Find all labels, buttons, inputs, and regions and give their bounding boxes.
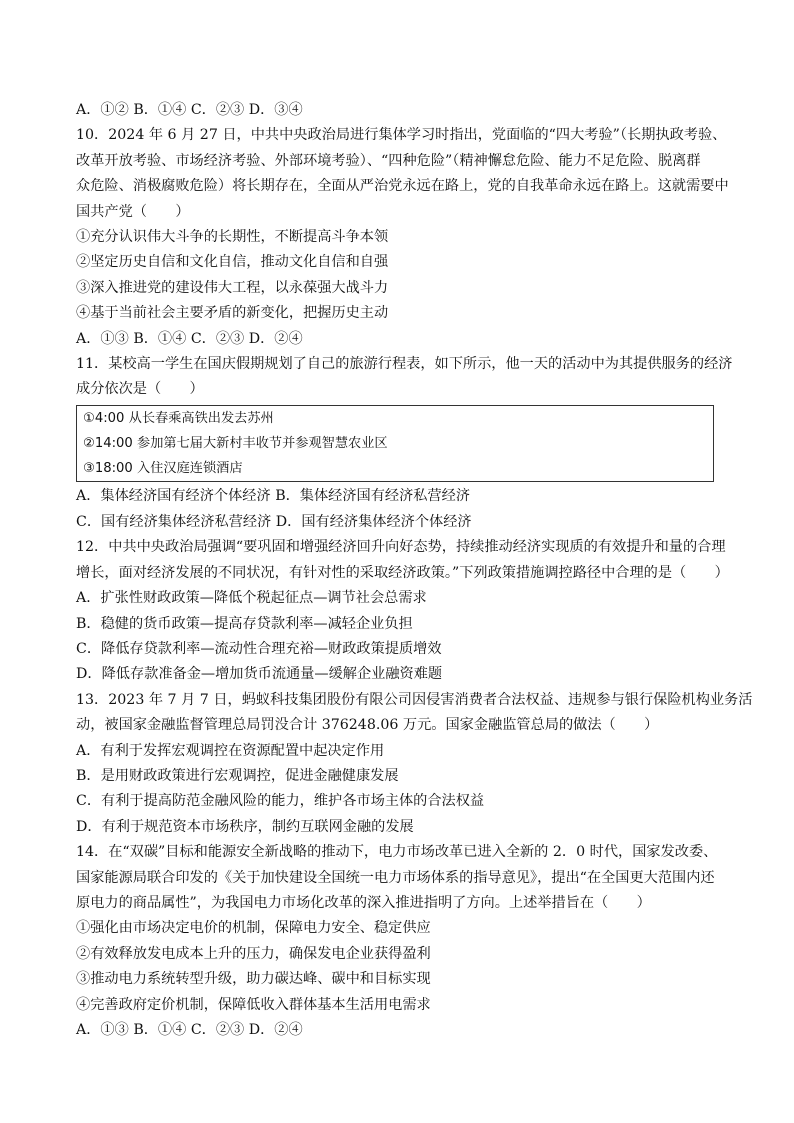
q13-stem-line-2: 动，被国家金融监督管理总局罚没合计 376248.06 万元。国家金融监管总局的做法（ ） [76, 717, 659, 734]
q11-schedule-item-2: ②14:00 参加第七届大新村丰收节并参观智慧农业区 [83, 436, 388, 452]
q13-option-c: C．有利于提高防范金融风险的能力，维护各市场主体的合法权益 [76, 793, 485, 810]
q12-option-d: D．降低存款准备金—增加货币流通量—缓解企业融资难题 [76, 666, 443, 683]
q12-stem-line-1: 12．中共中央政治局强调“要巩固和增强经济回升向好态势，持续推动经济实现质的有效提升和量的合理 [76, 539, 726, 556]
q14-stem-line-3: 原电力的商品属性”，为我国电力市场化改革的深入推进指明了方向。上述举措旨在（ ） [76, 894, 651, 911]
q10-stem-line-2: 改革开放考验、市场经济考验、外部环境考验）、“四种危险”（精神懈怠危险、能力不足危险、脱离群 [76, 152, 701, 169]
q13-option-d: D．有利于规范资本市场秩序，制约互联网金融的发展 [76, 818, 414, 835]
q14-item-1: ①强化由市场决定电价的机制，保障电力安全、稳定供应 [76, 920, 431, 937]
q10-item-1: ①充分认识伟大斗争的长期性，不断提高斗争本领 [76, 229, 389, 246]
q11-stem-line-2: 成分依次是（ ） [76, 381, 204, 398]
question-11 [76, 352, 733, 535]
q10-item-3: ③深入推进党的建设伟大工程，以永葆强大战斗力 [76, 279, 389, 296]
q10-item-2: ②坚定历史自信和文化自信，推动文化自信和自强 [76, 254, 389, 271]
question-14 [76, 840, 726, 1043]
q11-options-line-2: C．国有经济集体经济私营经济 D．国有经济集体经济个体经济 [76, 513, 472, 530]
q14-stem-line-2: 国家能源局联合印发的《关于加快建设全国统一电力市场体系的指导意见》，提出“在全国更大范围内还 [76, 869, 715, 886]
q14-item-4: ④完善政府定价机制，保障低收入群体基本生活用电需求 [76, 996, 431, 1013]
q10-stem-line-4: 国共产党（ ） [76, 203, 190, 220]
question-13 [76, 688, 753, 840]
q11-options-line-1: A．集体经济国有经济个体经济 B．集体经济国有经济私营经济 [76, 488, 471, 505]
q12-option-b: B．稳健的货币政策—提高存贷款利率—减轻企业负担 [76, 615, 413, 632]
q13-stem-line-1: 13．2023 年 7 月 7 日，蚂蚁科技集团股份有限公司因侵害消费者合法权益、违规参与银行保险机构业务活 [76, 691, 753, 708]
q14-item-3: ③推动电力系统转型升级，助力碳达峰、碳中和目标实现 [76, 971, 431, 988]
q13-option-b: B．是用财政政策进行宏观调控，促进金融健康发展 [76, 767, 399, 784]
q10-stem-line-1: 10．2024 年 6 月 27 日，中共中央政治局进行集体学习时指出，党面临的“四大考验”（长期执政考验、 [76, 127, 727, 144]
q11-stem-line-1: 11．某校高一学生在国庆假期规划了自己的旅游行程表，如下所示，他一天的活动中为其提供服务的经济 [76, 356, 733, 373]
q12-option-a: A．扩张性财政政策—降低个税起征点—调节社会总需求 [76, 590, 427, 607]
q13-option-a: A．有利于发挥宏观调控在资源配置中起决定作用 [76, 742, 385, 759]
question-12 [76, 535, 729, 687]
q11-schedule-item-1: ①4:00 从长春乘高铁出发去苏州 [83, 410, 274, 426]
q12-option-c: C．降低存贷款利率—流动性合理充裕—财政政策提质增效 [76, 640, 442, 657]
question-10 [76, 123, 729, 352]
q10-item-4: ④基于当前社会主要矛盾的新变化，把握历史主动 [76, 305, 389, 322]
q14-item-2: ②有效释放发电成本上升的压力，确保发电企业获得盈利 [76, 945, 431, 962]
q9-options: A．①② B．①④ C．②③ D．③④ [76, 102, 303, 118]
q14-options: A．①③ B．①④ C．②③ D．②④ [76, 1022, 303, 1039]
q11-schedule-item-3: ③18:00 入住汉庭连锁酒店 [83, 461, 243, 477]
q10-options: A．①③ B．①④ C．②③ D．②④ [76, 330, 303, 347]
q12-stem-line-2: 增长，面对经济发展的不同状况，有针对性的采取经济政策。”下列政策措施调控路径中合理的是（ ） [76, 564, 729, 581]
q14-stem-line-1: 14．在“双碳”目标和能源安全新战略的推动下，电力市场改革已进入全新的 2．0 时代，国家发改委、 [76, 844, 718, 861]
q11-schedule-box [76, 405, 714, 483]
q10-stem-line-3: 众危险、消极腐败危险）将长期存在，全面从严治党永远在路上，党的自我革命永远在路上。这就需要中 [76, 178, 729, 195]
